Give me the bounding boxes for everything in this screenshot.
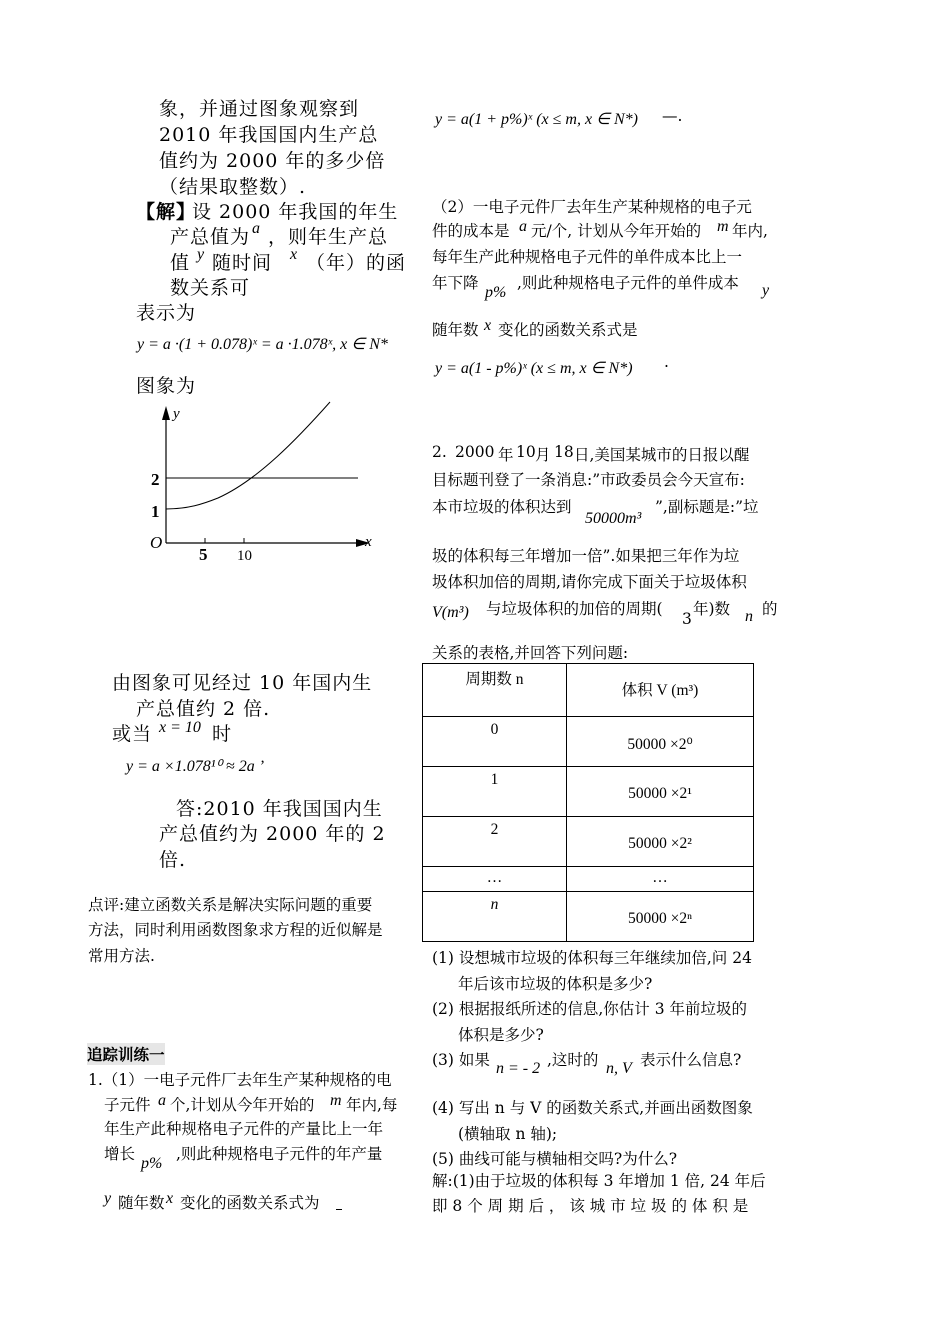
symbol-a: a [158, 1092, 166, 1109]
solution-text-line: 数关系可 [170, 277, 251, 299]
solution-line: 即 8 个 周 期 后 ， 该 城 市 垃 圾 的 体 积 是 [432, 1197, 749, 1215]
symbol-x: x [290, 246, 298, 263]
exercise-text: 变化的函数关系式是 [498, 321, 638, 339]
exercise-text: 年下降 [432, 274, 479, 292]
problem-line: 目标题刊登了一条消息:”市政委员会今天宣布: [432, 471, 745, 489]
formula-growth-answer: y = a(1 + p%)ˣ (x ≤ m, x ∈ N*) [435, 111, 638, 128]
table-row: … … [423, 867, 754, 892]
problem-text: 月 [535, 446, 551, 464]
conclusion-line: 产总值约 2 倍. [136, 698, 271, 720]
conclusion-line: 由图象可见经过 10 年国内生 [112, 672, 373, 694]
header-volume: 体积 V (m³) [567, 664, 754, 717]
problem-line: 圾体积加倍的周期,请你完成下面关于垃圾体积 [432, 573, 747, 591]
symbol-p-percent: p% [485, 284, 507, 301]
symbol-m: m [330, 1092, 342, 1109]
volume-value: 50000m³ [585, 510, 642, 527]
exercise-text: 年内,每 [346, 1096, 398, 1114]
formula-approx: y = a ×1.078¹⁰ ≈ 2a ’ [126, 758, 265, 775]
exercise-text: 个,计划从今年开始的 [170, 1096, 315, 1114]
table-header-row [423, 664, 754, 717]
symbol-m: m [717, 218, 729, 235]
table-row: 2 50000 ×2² [423, 817, 754, 867]
question-item: (5) 曲线可能与横轴相交吗?为什么? [432, 1150, 678, 1168]
symbol-n: n [745, 608, 753, 625]
problem-text: 的 [762, 600, 778, 618]
question-item: (1) 设想城市垃圾的体积每三年继续加倍,问 24 [432, 949, 752, 967]
problem-text: 年 [498, 446, 514, 464]
x-axis-label: x [365, 534, 372, 550]
comment-line: 点评:建立函数关系是解决实际问题的重要 [88, 896, 373, 914]
symbols-n-v: n, V [606, 1060, 632, 1077]
question-item: (3) 如果 [432, 1051, 490, 1069]
section-heading: 追踪训练一 [87, 1045, 165, 1064]
exercise-text: 年内, [732, 222, 768, 240]
answer-line: 答:2010 年我国国内生 [176, 798, 383, 820]
formula-tail: —. [662, 107, 683, 125]
problem-text: 本市垃圾的体积达到 [432, 498, 572, 516]
graph-label: 图象为 [136, 375, 197, 397]
answer-line: 产总值约为 2000 年的 2 [159, 823, 386, 845]
can-express-label: 表示为 [136, 302, 197, 324]
question-item-text: ,这时的 [547, 1051, 599, 1069]
symbol-p-percent: p% [141, 1155, 163, 1172]
exercise-line: （2）一电子元件厂去年生产某种规格的电子元 [432, 198, 752, 216]
year-value: 2000 [455, 443, 495, 461]
question-item-cont: (横轴取 n 轴); [458, 1125, 558, 1143]
exercise-line: 1.（1）一电子元件厂去年生产某种规格的电 [88, 1071, 392, 1089]
growth-graph [148, 398, 378, 568]
formula-cost-answer: y = a(1 - p%)ˣ (x ≤ m, x ∈ N*) [435, 360, 633, 377]
volume-table [422, 663, 754, 942]
symbol-a: a [519, 218, 527, 235]
solution-bracket: 【解】 [136, 201, 197, 223]
or-when-condition: x = 10 [159, 719, 201, 736]
question-item-cont: 体积是多少? [458, 1026, 544, 1044]
growth-curve [166, 402, 330, 509]
tick-label-5: 5 [199, 545, 208, 564]
exercise-text: ,则此种规格电子元件的单件成本 [517, 274, 739, 292]
exercise-text: 随年数 [432, 321, 479, 339]
tick-label-10: 10 [237, 548, 252, 564]
exercise-text: 子元件 [104, 1096, 151, 1114]
problem-line: 关系的表格,并回答下列问题: [432, 644, 629, 662]
month-value: 10 [516, 443, 536, 461]
y-axis-label: y [173, 406, 180, 422]
problem-text-line: 值约为 2000 年的多少倍 [159, 150, 386, 172]
symbol-a: a [252, 220, 260, 237]
solution-text: 值 [170, 252, 191, 274]
problem-text-line: 象，并通过图象观察到 [159, 98, 360, 120]
problem-text: 与垃圾体积的加倍的周期( [486, 600, 663, 618]
exercise-text: 元/个, 计划从今年开始的 [531, 222, 702, 240]
comment-line: 常用方法. [88, 947, 155, 965]
tick-label-1: 1 [151, 502, 160, 521]
y-axis-arrow [162, 406, 170, 420]
comment-line: 方法，同时利用函数图象求方程的近似解是 [88, 921, 383, 939]
exercise-line: 年生产此种规格电子元件的产量比上一年 [104, 1120, 384, 1138]
volume-symbol: V(m³) [432, 604, 469, 621]
table-row: n 50000 ×2ⁿ [423, 892, 754, 942]
solution-text: 随时间 [212, 252, 273, 274]
question-item: (2) 根据报纸所述的信息,你估计 3 年前垃圾的 [432, 1000, 748, 1018]
solution-text-line: 设 2000 年我国的年生 [192, 201, 399, 223]
problem-text: 年)数 [693, 600, 731, 618]
exercise-text: 增长 [104, 1145, 136, 1163]
table-row: 0 50000 ×2⁰ [423, 717, 754, 767]
day-value: 18 [554, 443, 574, 461]
symbol-y: y [104, 1190, 112, 1207]
answer-line: 倍. [159, 849, 187, 871]
tick-label-2: 2 [151, 470, 160, 489]
problem-number: 2. [432, 443, 447, 461]
symbol-y: y [197, 246, 205, 263]
problem-text: ”,副标题是:”垃 [655, 498, 759, 516]
symbol-x: x [166, 1190, 174, 1207]
table-row: 1 50000 ×2¹ [423, 767, 754, 817]
condition-n: n = - 2 [496, 1060, 541, 1077]
exercise-text: ,则此种规格电子元件的年产量 [176, 1145, 383, 1163]
exercise-line: 每年生产此种规格电子元件的单件成本比上一 [432, 248, 743, 266]
question-item-text: 表示什么信息? [640, 1051, 742, 1069]
exercise-text: 件的成本是 [432, 222, 510, 240]
solution-text: ，则年生产总 [268, 226, 389, 248]
solution-line: 解:(1)由于垃圾的体积每 3 年增加 1 倍, 24 年后 [432, 1172, 766, 1190]
exercise-text: 变化的函数关系式为 [180, 1194, 320, 1212]
problem-text-line: 2010 年我国国内生产总 [159, 124, 379, 146]
problem-text-line: （结果取整数）. [159, 176, 307, 198]
formula-growth: y = a ·(1 + 0.078)ˣ = a ·1.078ˣ, x ∈ N* [137, 336, 388, 353]
symbol-y: y [762, 282, 770, 299]
header-period: 周期数 n [423, 664, 567, 717]
answer-blank [336, 1209, 342, 1210]
solution-text: 产总值为 [170, 226, 251, 248]
exercise-text: 随年数 [118, 1194, 165, 1212]
problem-text: 日,美国某城市的日报以醒 [574, 446, 750, 464]
question-item-cont: 年后该市垃圾的体积是多少? [458, 975, 653, 993]
origin-label: O [150, 533, 163, 552]
solution-text: （年）的函 [306, 252, 407, 274]
formula-tail: . [664, 353, 669, 371]
period-value: 3 [682, 610, 692, 628]
or-when-text: 时 [212, 723, 233, 745]
symbol-x: x [484, 317, 492, 334]
problem-line: 圾的体积每三年增加一倍”.如果把三年作为垃 [432, 547, 740, 565]
or-when-text: 或当 [112, 723, 153, 745]
question-item: (4) 写出 n 与 V 的函数关系式,并画出函数图象 [432, 1099, 753, 1117]
